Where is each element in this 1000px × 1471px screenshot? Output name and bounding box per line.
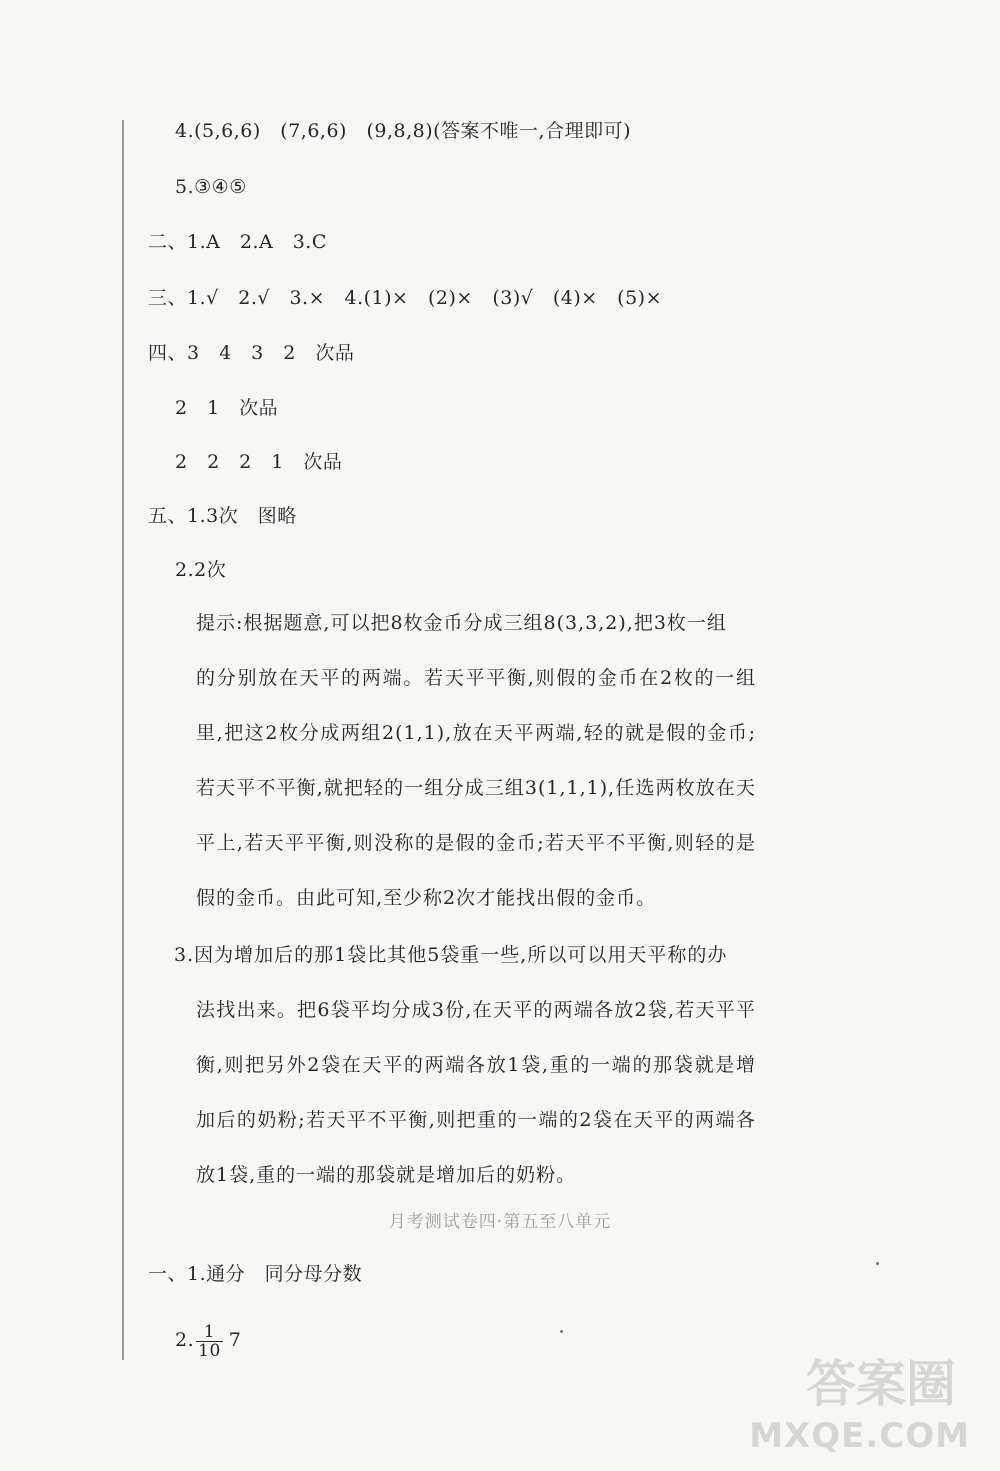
hint-body: 的分别放在天平的两端。若天平平衡,则假的金币在2枚的一组里,把这2枚分成两组2(1,1),放在天平两端,轻的就是假的金币;若天平不平衡,就把轻的一组分成三组3(1,1,1),任选两枚放在天平上,若天平平衡,则没称的是假的金币;若天平不平衡,则轻的是假的金币。由此可知,至少称2次才能找出假的金币。 (196, 667, 756, 909)
margin-rule (122, 120, 124, 1360)
watermark-url: MXQE.COM (749, 1416, 970, 1456)
fraction-denominator: 10 (198, 1340, 221, 1361)
q3-lead: 3.因为增加后的那1袋比其他5袋重一些,所以可以用天平称的办 (174, 944, 728, 966)
answer-section-3: 三、1.√ 2.√ 3.× 4.(1)× (2)× (3)√ (4)× (5)× (148, 287, 663, 309)
hint-lead: 提示:根据题意,可以把8枚金币分成三组8(3,3,2),把3枚一组 (196, 612, 727, 634)
answer-section-4-line-3: 2 2 2 1 次品 (175, 451, 343, 473)
q2-prefix: 2. (175, 1329, 195, 1351)
answer-section-5: 五、1.3次 图略 (148, 505, 297, 527)
q3-body: 法找出来。把6袋平均分成3份,在天平的两端各放2袋,若天平平衡,则把另外2袋在天平的两端各放1袋,重的一端的那袋就是增加后的奶粉;若天平不平衡,则把重的一端的2袋在天平的两端各放1袋,重的一端的那袋就是增加后的奶粉。 (196, 999, 756, 1186)
answer-section-4-line-2: 2 1 次品 (175, 397, 279, 419)
answer-section-2: 二、1.A 2.A 3.C (148, 231, 327, 253)
fraction-numerator: 1 (196, 1323, 223, 1342)
speck (876, 1262, 879, 1265)
watermark-title: 答案圈 (806, 1355, 956, 1413)
speck (560, 1330, 563, 1333)
hint-paragraph (196, 596, 756, 926)
answer-line-4: 4.(5,6,6) (7,6,6) (9,8,8)(答案不唯一,合理即可) (175, 120, 632, 142)
unit-answer-line-1: 一、1.通分 同分母分数 (148, 1263, 363, 1285)
watermark-logo (749, 1346, 970, 1456)
section-title: 月考测试卷四·第五至八单元 (388, 1212, 612, 1232)
answer-section-4: 四、3 4 3 2 次品 (148, 342, 355, 364)
answer-line-5: 5.③④⑤ (175, 176, 247, 198)
fraction-one-tenth (196, 1323, 223, 1360)
unit-answer-line-2 (175, 1320, 241, 1360)
q2-answer: 7 (228, 1329, 242, 1351)
answer-section-5-q2: 2.2次 (175, 559, 227, 581)
q3-paragraph (174, 928, 756, 1203)
